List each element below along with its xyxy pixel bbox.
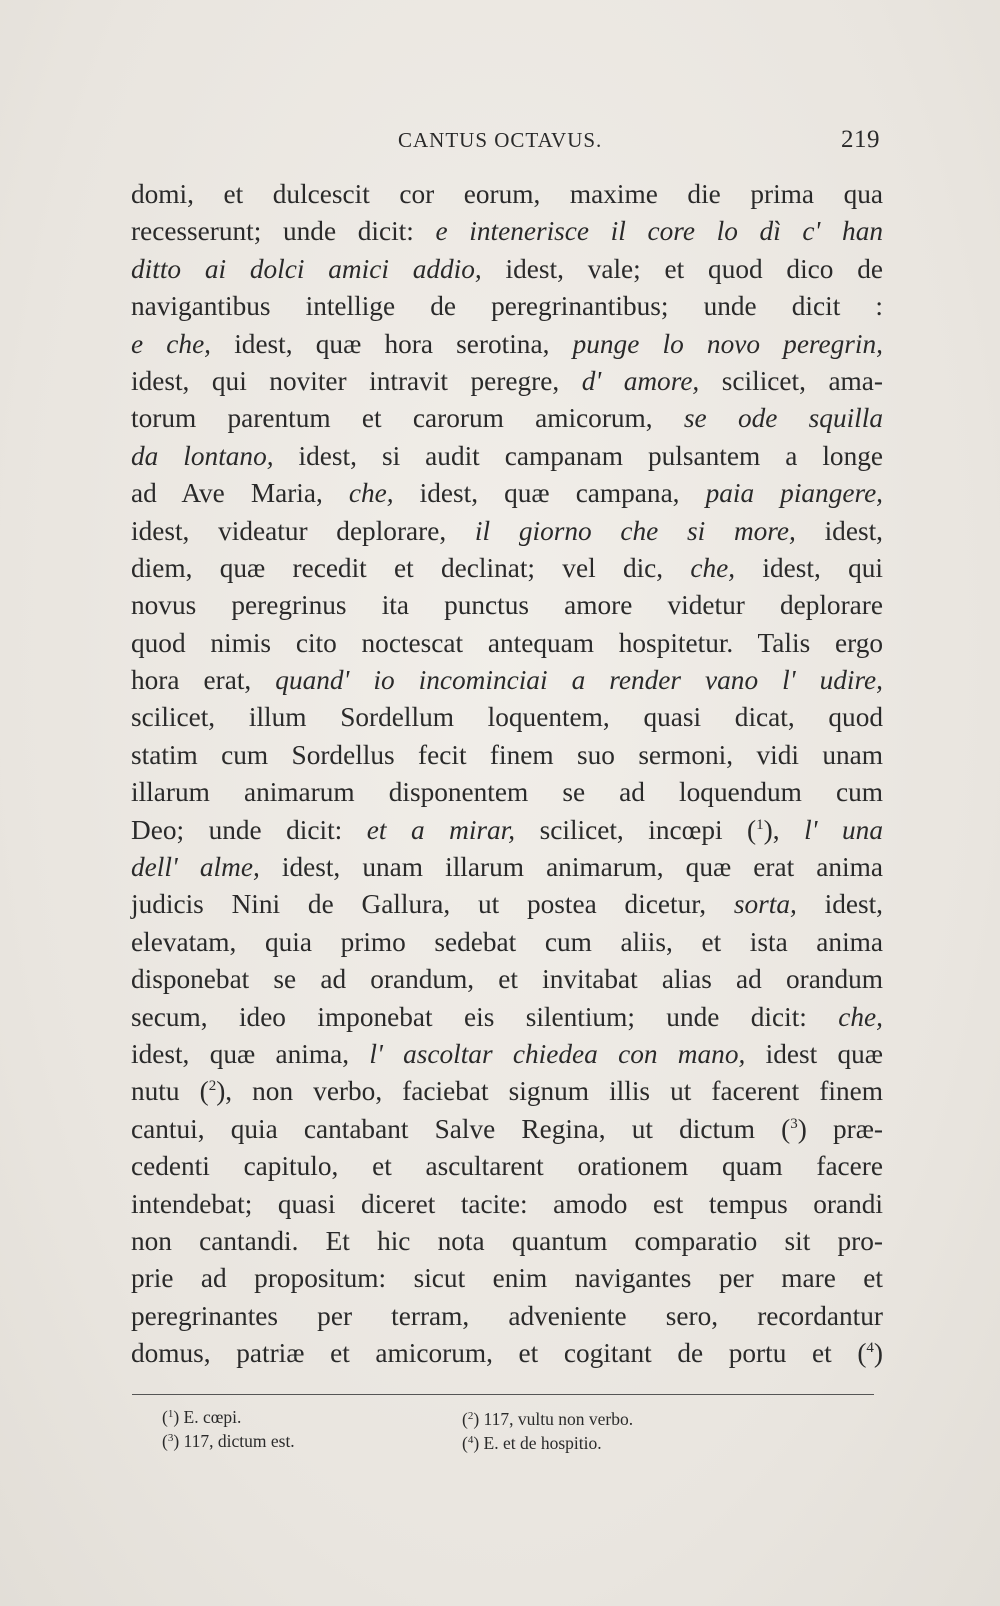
footnote-text: 117, dictum est. [183, 1431, 295, 1451]
text-run: scilicet, ama- [699, 365, 883, 396]
text-run: navigantibus intellige de peregrinantibus; unde dicit : [131, 291, 883, 322]
page-number: 219 [841, 126, 880, 153]
footnote-text: E. cœpi. [183, 1407, 242, 1427]
text-line [131, 924, 883, 961]
text-run: quod nimis cito noctescat antequam hospitetur. Talis ergo [131, 627, 883, 658]
text-run: cantui, quia cantabant Salve Regina, ut dictum ( [131, 1113, 791, 1144]
text-line [131, 1073, 883, 1110]
text-run: recesserunt; unde dicit: [131, 216, 436, 247]
text-line [131, 737, 883, 774]
text-line [131, 400, 883, 437]
footnote-text: E. et de hospitio. [483, 1433, 602, 1453]
text-line [131, 886, 883, 923]
italic-quote: d' amore, [581, 365, 700, 396]
text-run: torum parentum et carorum amicorum, [131, 403, 684, 434]
text-run: ), non verbo, faciebat signum illis ut facerent finem [216, 1076, 883, 1107]
text-line [131, 774, 883, 811]
footnote-ref: 1 [756, 816, 764, 833]
italic-quote: il giorno che si more, [474, 515, 796, 546]
text-run: cedenti capitulo, et ascultarent orationem quam facere [131, 1151, 883, 1182]
text-run: idest, videatur deplorare, [131, 515, 475, 546]
text-run: idest, quæ campana, [393, 478, 706, 509]
footnote-ref: 2 [208, 1078, 217, 1095]
text-run: intendebat; quasi diceret tacite: amodo est tempus orandi [131, 1188, 883, 1219]
text-run: disponebat se ad orandum, et invitabat alias ad orandum [131, 964, 883, 995]
text-run: idest, unam illarum animarum, quæ erat anima [259, 852, 883, 883]
text-run: idest, qui [735, 552, 883, 583]
italic-quote: che, [348, 478, 394, 509]
italic-quote: paia piangere, [705, 478, 884, 509]
text-line [131, 812, 883, 849]
text-run: elevatam, quia primo sedebat cum aliis, et ista anima [131, 926, 883, 957]
text-run: idest, quæ hora serotina, [211, 328, 573, 359]
text-line [131, 1148, 883, 1185]
text-line [131, 587, 883, 624]
text-line [131, 513, 883, 550]
text-run: peregrinantes per terram, adveniente sero, recordantur [131, 1300, 883, 1331]
footnote-3: ($^3$) 117, dictum est. [162, 1431, 295, 1451]
text-run: ) præ- [797, 1113, 883, 1144]
text-run: domus, patriæ et amicorum, et cogitant de portu et ( [131, 1338, 867, 1369]
text-run: scilicet, illum Sordellum loquentem, quasi dicat, quod [131, 702, 883, 733]
text-run: idest quæ [745, 1038, 883, 1069]
text-line [131, 475, 883, 512]
text-line [131, 999, 883, 1036]
text-line [131, 1335, 883, 1372]
italic-quote: e che, [131, 328, 212, 359]
text-line [131, 213, 883, 250]
text-line [131, 662, 883, 699]
text-line [131, 961, 883, 998]
text-run: illarum animarum disponentem se ad loquendum cum [131, 777, 883, 808]
italic-quote: dell' alme, [131, 852, 260, 883]
text-line [131, 625, 883, 662]
text-line [131, 363, 883, 400]
italic-quote: l' una [804, 814, 883, 845]
text-run: idest, si audit campanam pulsantem a longe [273, 440, 883, 471]
text-run: ad Ave Maria, [131, 478, 349, 509]
text-run: idest, [795, 515, 883, 546]
text-run: idest, [796, 889, 883, 920]
text-run: Deo; unde dicit: [131, 814, 367, 845]
footnote-4: ($^4$) E. et de hospitio. [462, 1433, 602, 1453]
italic-quote: da lontano, [131, 440, 274, 471]
text-run: scilicet, incœpi ( [515, 814, 757, 845]
text-line [131, 251, 883, 288]
text-run: nutu ( [131, 1076, 209, 1107]
text-run: diem, quæ recedit et declinat; vel dic, [131, 552, 691, 583]
text-line [131, 550, 883, 587]
italic-quote: et a mirar, [366, 814, 516, 845]
text-line [131, 176, 883, 213]
text-line [131, 1298, 883, 1335]
text-line [131, 438, 883, 475]
italic-quote: che, [690, 552, 736, 583]
text-run: hora erat, [131, 665, 276, 696]
text-line [131, 1223, 883, 1260]
text-run: non cantandi. Et hic nota quantum comparatio sit pro- [131, 1225, 883, 1256]
italic-quote: se ode squilla [683, 403, 883, 434]
text-line [131, 1036, 883, 1073]
body-text [131, 176, 883, 1373]
running-head: CANTUS OCTAVUS. [398, 128, 603, 152]
text-run: idest, vale; et quod dico de [481, 253, 883, 284]
text-run: ) [873, 1338, 883, 1369]
text-run: idest, quæ anima, [131, 1038, 370, 1069]
text-run: secum, ideo imponebat eis silentium; unde dicit: [131, 1001, 839, 1032]
text-line [131, 699, 883, 736]
footnote-1: ($^1$) E. cœpi. [162, 1407, 242, 1427]
italic-quote: punge lo novo peregrin, [572, 328, 883, 359]
text-run: judicis Nini de Gallura, ut postea dicetur, [131, 889, 734, 920]
text-run: ), [763, 814, 805, 845]
italic-quote: e intenerisce il core lo dì c' han [435, 216, 883, 247]
text-line [131, 326, 883, 363]
text-line [131, 1111, 883, 1148]
text-run: idest, qui noviter intravit peregre, [131, 365, 582, 396]
text-run: novus peregrinus ita punctus amore videtur deplorare [131, 590, 883, 621]
italic-quote: quand' io incominciai a render vano l' udire, [275, 665, 883, 696]
text-line [131, 1260, 883, 1297]
italic-quote: l' ascoltar chiedea con mano, [369, 1038, 746, 1069]
text-run: statim cum Sordellus fecit finem suo sermoni, vidi unam [131, 739, 883, 770]
footnote-2: ($^2$) 117, vultu non verbo. [462, 1409, 634, 1429]
text-line [131, 1186, 883, 1223]
footnote-ref: 3 [790, 1115, 798, 1132]
italic-quote: ditto ai dolci amici addio, [131, 253, 482, 284]
footnote-divider [132, 1394, 874, 1395]
text-line [131, 849, 883, 886]
footnote-ref: 4 [866, 1340, 874, 1357]
footnote-text: 117, vultu non verbo. [483, 1409, 634, 1429]
text-line [131, 288, 883, 325]
text-run: domi, et dulcescit cor eorum, maxime die prima qua [131, 179, 883, 209]
text-run: prie ad propositum: sicut enim navigantes per mare et [131, 1263, 883, 1294]
italic-quote: che, [838, 1001, 883, 1032]
page-header [128, 128, 880, 162]
italic-quote: sorta, [733, 889, 797, 920]
